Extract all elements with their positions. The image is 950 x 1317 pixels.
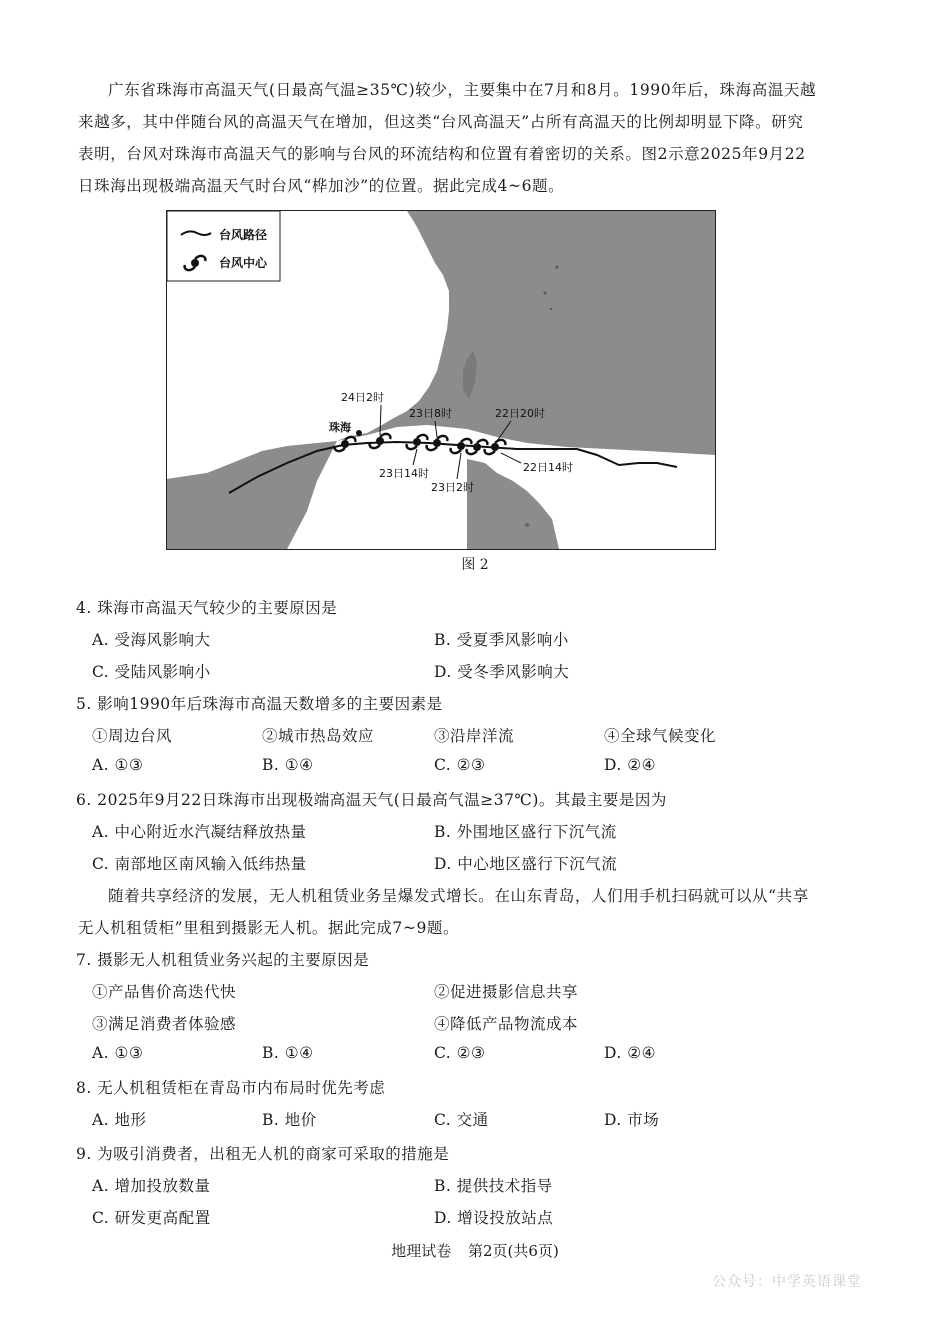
question-8-stem: 8. 无人机租赁柜在青岛市内布局时优先考虑 — [76, 1079, 386, 1097]
q8-option-c[interactable]: C. 交通 — [434, 1111, 489, 1129]
q7-option-b[interactable]: B. ①④ — [262, 1044, 314, 1062]
label-22-20: 22日20时 — [495, 407, 545, 420]
q8-option-d[interactable]: D. 市场 — [604, 1111, 660, 1129]
q9-option-b[interactable]: B. 提供技术指导 — [434, 1177, 553, 1195]
label-22-14: 22日14时 — [523, 461, 573, 474]
question-5-stem: 5. 影响1990年后珠海市高温天数增多的主要因素是 — [76, 695, 443, 713]
q5-option-c[interactable]: C. ②③ — [434, 756, 486, 774]
q7-item-4: ④降低产品物流成本 — [434, 1015, 579, 1033]
q4-option-c[interactable]: C. 受陆风影响小 — [92, 663, 211, 681]
figure-caption: 图 2 — [461, 557, 489, 573]
label-23-8: 23日8时 — [409, 407, 452, 420]
q8-option-b[interactable]: B. 地价 — [262, 1111, 317, 1129]
label-23-2: 23日2时 — [431, 481, 474, 494]
q8-option-a[interactable]: A. 地形 — [92, 1111, 147, 1129]
question-4-stem: 4. 珠海市高温天气较少的主要原因是 — [76, 599, 338, 617]
q7-item-2: ②促进摄影信息共享 — [434, 983, 579, 1001]
q4-option-a[interactable]: A. 受海风影响大 — [92, 631, 211, 649]
q4-option-b[interactable]: B. 受夏季风影响小 — [434, 631, 569, 649]
footer-page-number: 第2页(共6页) — [468, 1242, 559, 1260]
watermark: 公众号：中学英语课堂 — [712, 1274, 862, 1290]
q9-option-d[interactable]: D. 增设投放站点 — [434, 1209, 554, 1227]
zhuhai-label: 珠海 — [329, 421, 351, 434]
page-footer — [0, 1240, 950, 1261]
q9-option-a[interactable]: A. 增加投放数量 — [92, 1177, 211, 1195]
figure-2-map — [166, 210, 716, 550]
q5-item-1: ①周边台风 — [92, 727, 173, 745]
q7-item-3: ③满足消费者体验感 — [92, 1015, 237, 1033]
intro-paragraph-typhoon: 广东省珠海市高温天气(日最高气温≥35℃)较少，主要集中在7月和8月。1990年后，珠海高温天越来越多，其中伴随台风的高温天气在增加，但这类“台风高温天”占所有高温天的比例却明显下降。研究表明，台风对珠海市高温天气的影响与台风的环流结构和位置有着密切的关系。图2示意2025年9月22日珠海出现极端高温天气时台风“桦加沙”的位置。据此完成4~6题。 — [78, 81, 817, 195]
q5-item-4: ④全球气候变化 — [604, 727, 717, 745]
q7-item-1: ①产品售价高迭代快 — [92, 983, 237, 1001]
q6-option-c[interactable]: C. 南部地区南风输入低纬热量 — [92, 855, 307, 873]
intro-paragraph-drone: 随着共享经济的发展，无人机租赁业务呈爆发式增长。在山东青岛，人们用手机扫码就可以从“共享无人机租赁柜”里租到摄影无人机。据此完成7~9题。 — [78, 887, 809, 937]
label-24-2: 24日2时 — [341, 391, 384, 404]
q5-item-3: ③沿岸洋流 — [434, 727, 515, 745]
label-23-14: 23日14时 — [379, 467, 429, 480]
q5-option-b[interactable]: B. ①④ — [262, 756, 314, 774]
q5-option-d[interactable]: D. ②④ — [604, 756, 657, 774]
question-7-stem: 7. 摄影无人机租赁业务兴起的主要原因是 — [76, 951, 370, 969]
q7-option-c[interactable]: C. ②③ — [434, 1044, 486, 1062]
q5-item-2: ②城市热岛效应 — [262, 727, 375, 745]
q9-option-c[interactable]: C. 研发更高配置 — [92, 1209, 211, 1227]
q6-option-a[interactable]: A. 中心附近水汽凝结释放热量 — [92, 823, 307, 841]
q7-option-a[interactable]: A. ①③ — [92, 1044, 144, 1062]
question-6-stem: 6. 2025年9月22日珠海市出现极端高温天气(日最高气温≥37℃)。其最主要是因为 — [76, 791, 667, 809]
q7-option-d[interactable]: D. ②④ — [604, 1044, 657, 1062]
legend-path-label: 台风路径 — [219, 228, 268, 242]
q6-option-d[interactable]: D. 中心地区盛行下沉气流 — [434, 855, 618, 873]
west-land — [167, 457, 309, 549]
question-9-stem: 9. 为吸引消费者，出租无人机的商家可采取的措施是 — [76, 1145, 450, 1163]
zhuhai-city-dot — [356, 430, 362, 436]
q6-option-b[interactable]: B. 外围地区盛行下沉气流 — [434, 823, 617, 841]
q4-option-d[interactable]: D. 受冬季风影响大 — [434, 663, 570, 681]
q5-option-a[interactable]: A. ①③ — [92, 756, 144, 774]
legend-center-label: 台风中心 — [219, 256, 268, 270]
footer-subject: 地理试卷 — [391, 1242, 452, 1260]
